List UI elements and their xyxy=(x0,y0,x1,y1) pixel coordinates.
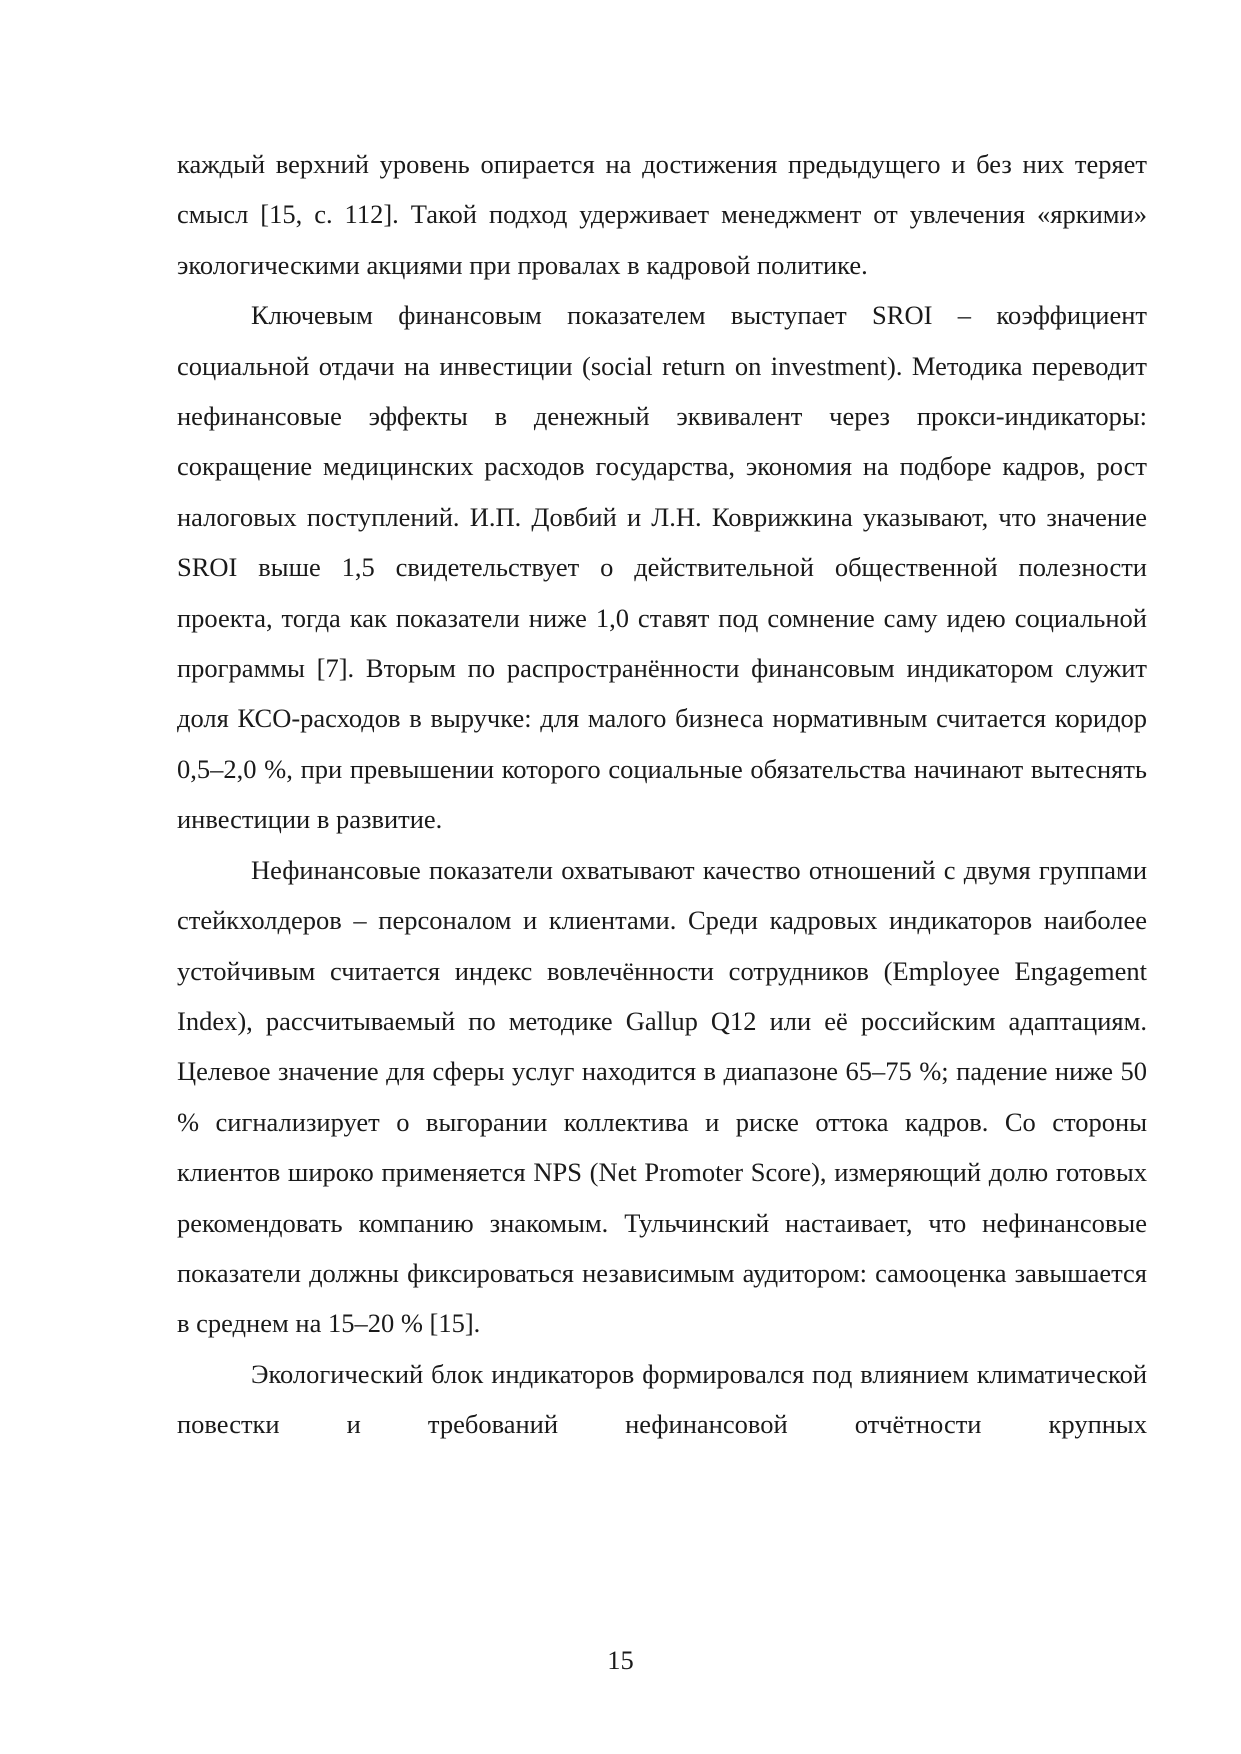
document-body xyxy=(177,139,1147,1450)
paragraph-continuation: каждый верхний уровень опирается на достижения предыдущего и без них теряет смысл [15, с. 112]. Такой подход удерживает менеджмент от увлечения «яркими» экологическими акциями при провалах в кадровой политике. xyxy=(177,149,1147,280)
paragraph-ecological: Экологический блок индикаторов формировался под влиянием климатической повестки и требований нефинансовой отчётности крупных xyxy=(177,1358,1147,1440)
paragraph-sroi: Ключевым финансовым показателем выступает SROI – коэффициент социальной отдачи на инвестиции (social return on investment). Методика переводит нефинансовые эффекты в денежный эквивалент через прокси-индикаторы: сокращение медицинских расходов государства, экономия на подборе кадров, рост налоговых поступлений. И.П. Довбий и Л.Н. Коврижкина указывают, что значение SROI выше 1,5 свидетельствует о действительной общественной полезности проекта, тогда как показатели ниже 1,0 ставят под сомнение саму идею социальной программы [7]. Вторым по распространённости финансовым индикатором служит доля КСО-расходов в выручке: для малого бизнеса нормативным считается коридор 0,5–2,0 %, при превышении которого социальные обязательства начинают вытеснять инвестиции в развитие. xyxy=(177,300,1147,835)
page-number: 15 xyxy=(607,1645,634,1675)
paragraph-nonfinancial: Нефинансовые показатели охватывают качество отношений с двумя группами стейкхолдеров – персоналом и клиентами. Среди кадровых индикаторов наиболее устойчивым считается индекс вовлечённости сотрудников (Employee Engagement Index), рассчитываемый по методике Gallup Q12 или её российским адаптациям. Целевое значение для сферы услуг находится в диапазоне 65–75 %; падение ниже 50 % сигнализирует о выгорании коллектива и риске оттока кадров. Со стороны клиентов широко применяется NPS (Net Promoter Score), измеряющий долю готовых рекомендовать компанию знакомым. Тульчинский настаивает, что нефинансовые показатели должны фиксироваться независимым аудитором: самооценка завышается в среднем на 15–20 % [15]. xyxy=(177,854,1147,1339)
